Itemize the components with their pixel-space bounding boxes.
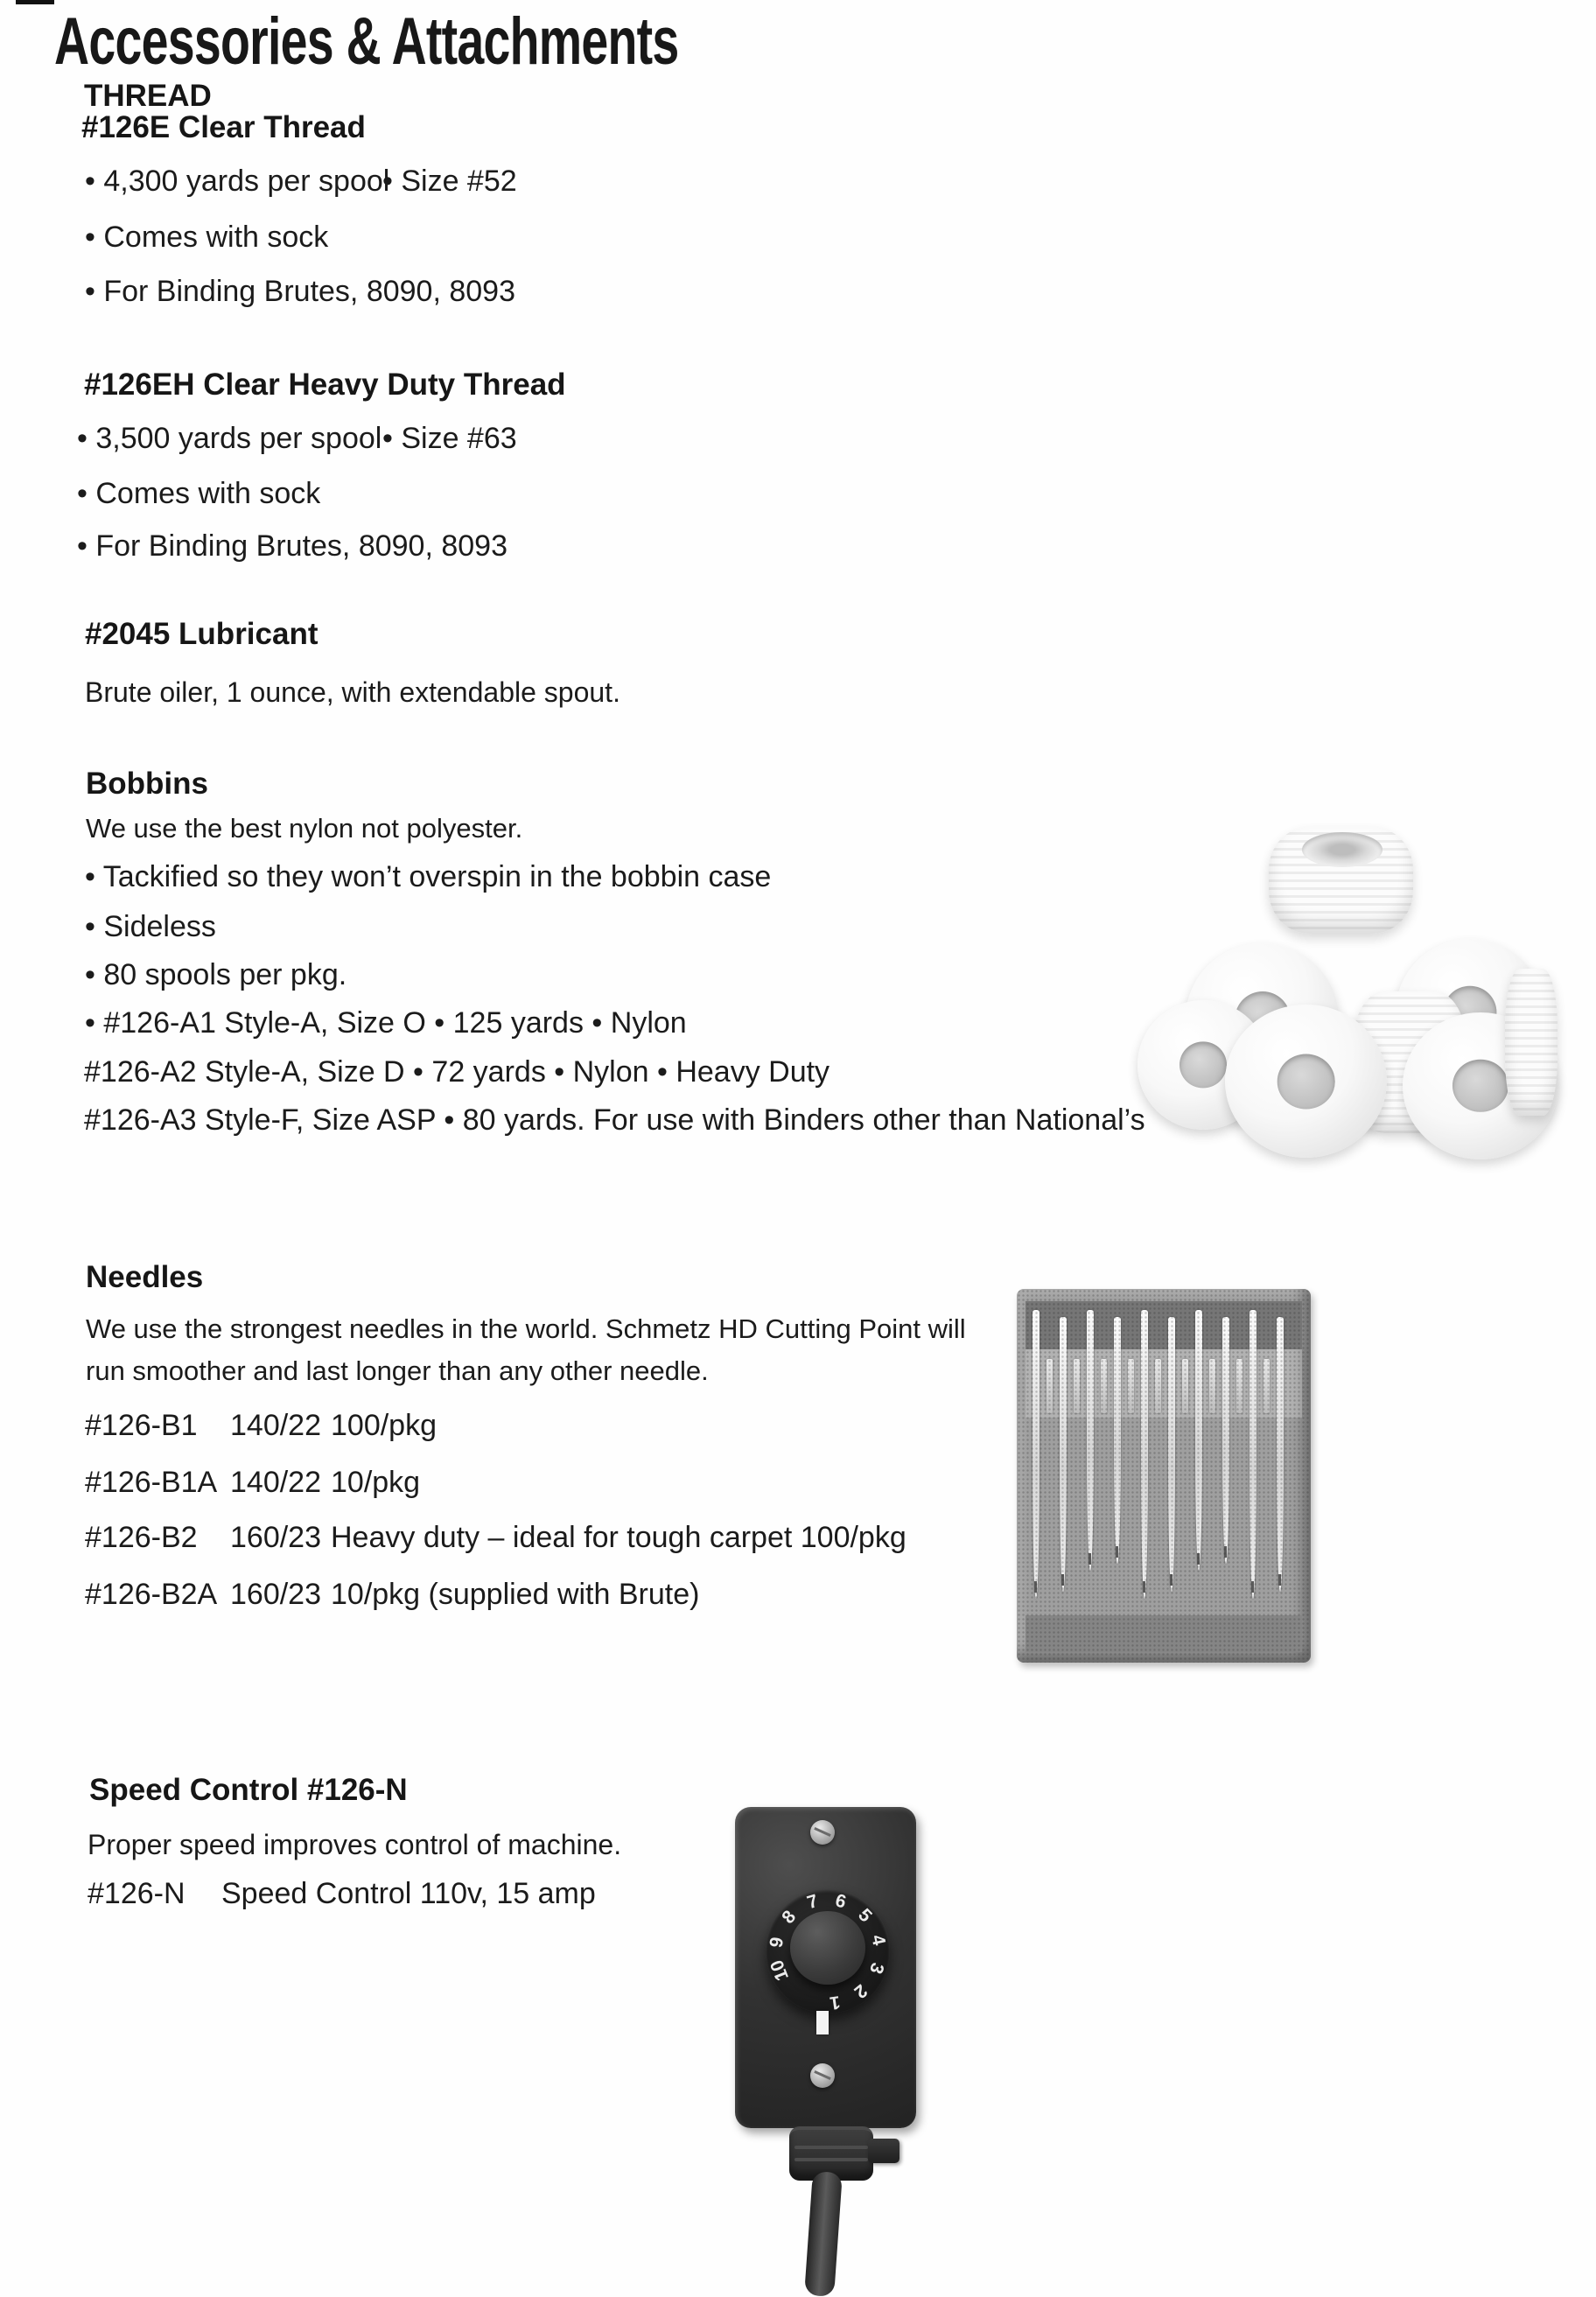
needle-size: 140/22 bbox=[230, 1409, 321, 1442]
needle-package-band bbox=[1026, 1615, 1302, 1652]
dial-number: 6 bbox=[833, 1890, 849, 1913]
needle-row bbox=[85, 1521, 906, 1555]
needle bbox=[1114, 1317, 1121, 1564]
needle-stub bbox=[1209, 1359, 1215, 1413]
dial-number: 1 bbox=[828, 1992, 842, 2013]
section-heading-bobbins: Bobbins bbox=[86, 767, 208, 801]
needle bbox=[1060, 1317, 1067, 1592]
dial-number: 8 bbox=[778, 1906, 801, 1928]
part-line-126a2: #126-A2 Style-A, Size D • 72 yards • Nylon • Heavy Duty bbox=[84, 1055, 830, 1089]
bobbin bbox=[1225, 1005, 1387, 1158]
bullet-line bbox=[77, 422, 517, 456]
bullet-line: • Comes with sock bbox=[77, 477, 321, 510]
needle-stub bbox=[1182, 1359, 1188, 1413]
needle-row bbox=[85, 1466, 421, 1500]
dial-number: 4 bbox=[867, 1933, 890, 1948]
needle-row bbox=[85, 1409, 437, 1443]
bullet-line: • For Binding Brutes, 8090, 8093 bbox=[77, 529, 508, 563]
bullet-text: • Size #52 bbox=[382, 165, 517, 198]
bullet-line: • Sideless bbox=[85, 910, 216, 943]
part-line-126a1: • #126-A1 Style-A, Size O • 125 yards • Nylon bbox=[85, 1006, 687, 1040]
product-heading-lubricant: #2045 Lubricant bbox=[85, 617, 318, 651]
dial-knob bbox=[790, 1911, 865, 1985]
bullet-line: • For Binding Brutes, 8090, 8093 bbox=[85, 275, 515, 308]
needle-stub bbox=[1046, 1359, 1053, 1413]
dial-number: 5 bbox=[854, 1904, 876, 1927]
needle-size: 160/23 bbox=[230, 1521, 321, 1554]
speed-control-photo bbox=[735, 1804, 920, 2240]
part-number: #126-B1A bbox=[85, 1466, 218, 1499]
power-cord bbox=[804, 2171, 843, 2297]
needles-photo bbox=[1017, 1289, 1311, 1663]
needle-stub bbox=[1101, 1359, 1107, 1413]
dial-indicator-mark bbox=[816, 2011, 829, 2034]
needle bbox=[1141, 1310, 1148, 1599]
speed-control-description: Proper speed improves control of machine. bbox=[88, 1829, 622, 1860]
section-label-thread: THREAD bbox=[84, 79, 212, 113]
needle-stub bbox=[1155, 1359, 1161, 1413]
scan-artifact bbox=[16, 0, 54, 4]
cord-nut bbox=[868, 2139, 900, 2163]
bullet-text: • 3,500 yards per spool bbox=[77, 422, 382, 455]
part-number: #126-B1 bbox=[85, 1409, 198, 1442]
speed-control-row bbox=[88, 1877, 596, 1911]
dial-number: 2 bbox=[850, 1979, 872, 2003]
bobbin-hole bbox=[1302, 832, 1382, 867]
needle bbox=[1277, 1317, 1284, 1592]
bobbin bbox=[1505, 969, 1558, 1116]
needle-desc: 10/pkg bbox=[331, 1466, 421, 1499]
needle bbox=[1222, 1317, 1229, 1564]
needle-desc: Heavy duty – ideal for tough carpet 100/pkg bbox=[331, 1521, 906, 1554]
needle-desc: 10/pkg (supplied with Brute) bbox=[331, 1578, 700, 1611]
needle-stub bbox=[1074, 1359, 1080, 1413]
dial-number: 3 bbox=[865, 1959, 888, 1977]
needle bbox=[1032, 1310, 1040, 1599]
part-number: #126-B2A bbox=[85, 1578, 218, 1611]
needles-intro-line2: run smoother and last longer than any other needle. bbox=[86, 1355, 709, 1386]
part-line-126a3: #126-A3 Style-F, Size ASP • 80 yards. For use with Binders other than National’s bbox=[84, 1103, 1145, 1137]
needle-stub bbox=[1264, 1359, 1270, 1413]
bullet-text: • Size #63 bbox=[382, 422, 517, 455]
section-heading-needles: Needles bbox=[86, 1260, 204, 1294]
part-number: #126-B2 bbox=[85, 1521, 198, 1554]
bobbins-intro: We use the best nylon not polyester. bbox=[86, 813, 523, 844]
bullet-text: • 4,300 yards per spool bbox=[85, 165, 390, 198]
needle bbox=[1168, 1317, 1175, 1592]
page-title: Accessories & Attachments bbox=[54, 4, 679, 79]
needle-size: 140/22 bbox=[230, 1466, 321, 1499]
needle-size: 160/23 bbox=[230, 1578, 321, 1611]
dial-number: 10 bbox=[766, 1957, 794, 1984]
speed-dial bbox=[766, 1889, 890, 2013]
screw-icon bbox=[810, 2063, 835, 2088]
speed-control-desc: Speed Control 110v, 15 amp bbox=[221, 1877, 596, 1910]
bullet-line bbox=[85, 165, 517, 199]
bullet-line: • Comes with sock bbox=[85, 221, 329, 254]
bobbins-photo bbox=[1138, 818, 1558, 1159]
screw-icon bbox=[810, 1820, 835, 1845]
needle-stub bbox=[1236, 1359, 1242, 1413]
section-heading-speed-control: Speed Control #126-N bbox=[89, 1773, 408, 1807]
needle-package-band bbox=[1026, 1301, 1302, 1349]
needle bbox=[1087, 1310, 1094, 1571]
needle-desc: 100/pkg bbox=[331, 1409, 437, 1442]
part-number: #126-N bbox=[88, 1877, 186, 1910]
bullet-line: • Tackified so they won’t overspin in the bobbin case bbox=[85, 860, 772, 893]
dial-number: 9 bbox=[766, 1936, 788, 1950]
needle-stub bbox=[1128, 1359, 1134, 1413]
needle bbox=[1195, 1310, 1202, 1571]
product-heading-126e: #126E Clear Thread bbox=[81, 110, 366, 144]
lubricant-description: Brute oiler, 1 ounce, with extendable spout. bbox=[85, 676, 620, 708]
needle-row bbox=[85, 1578, 700, 1612]
product-heading-126eh: #126EH Clear Heavy Duty Thread bbox=[84, 368, 566, 402]
dial-number: 7 bbox=[804, 1890, 821, 1914]
needles-intro-line1: We use the strongest needles in the world. Schmetz HD Cutting Point will bbox=[86, 1313, 966, 1344]
needle bbox=[1250, 1310, 1256, 1599]
bullet-line: • 80 spools per pkg. bbox=[85, 958, 347, 991]
needle-package-band bbox=[1026, 1349, 1302, 1418]
